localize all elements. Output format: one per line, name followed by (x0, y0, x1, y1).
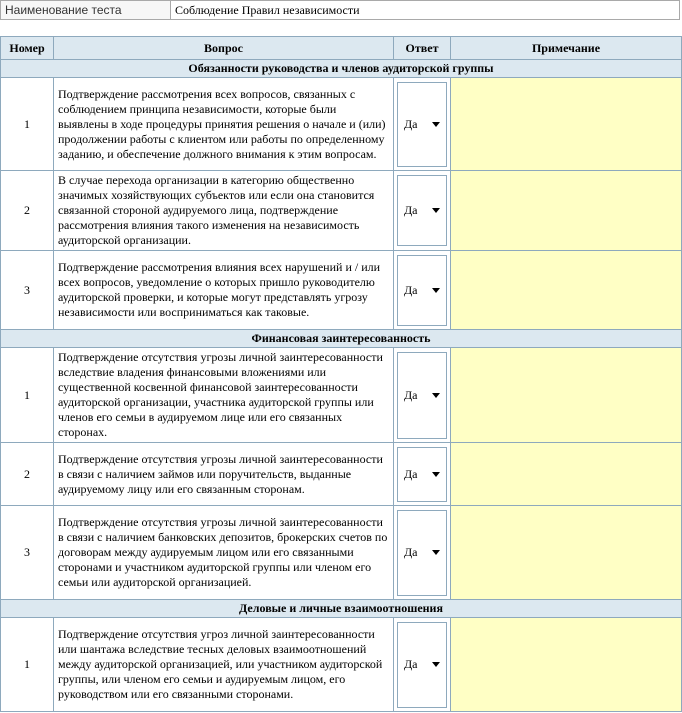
note-input[interactable] (451, 618, 682, 712)
note-input[interactable] (451, 78, 682, 171)
answer-value: Да (404, 203, 418, 217)
question-text: Подтверждение рассмотрения всех вопросов, связанных с соблюдением принципа независимости, которые были выявлены в ходе процедуры принятия решения о начале и (или) продолжении работы с клиентом или работы по определенному заданию, и обеспечение должного внимания к этим вопросам. (54, 78, 394, 171)
chevron-down-icon[interactable] (432, 208, 440, 213)
question-text: В случае перехода организации в категорию общественно значимых хозяйствующих субъектов или если она становится связанной стороной аудируемого лица, подтверждение рассмотрения влияния такого изменения на независимость аудиторской организации. (54, 171, 394, 251)
note-input[interactable] (451, 251, 682, 330)
column-header-question: Вопрос (54, 37, 394, 60)
section-row (1, 600, 682, 618)
chevron-down-icon[interactable] (432, 122, 440, 127)
section-title: Обязанности руководства и членов аудиторской группы (1, 60, 682, 78)
section-row (1, 60, 682, 78)
table-row (1, 348, 682, 443)
answer-value: Да (404, 282, 418, 297)
row-number: 1 (1, 348, 54, 443)
answer-dropdown[interactable] (397, 175, 447, 246)
question-text: Подтверждение отсутствия угроз личной заинтересованности или шантажа вследствие тесных деловых взаимоотношений между аудиторской организацией, или участником аудиторской группы, или членом его семьи и аудируемым лицом, его руководством или его связанными сторонами. (54, 618, 394, 712)
table-row (1, 251, 682, 330)
row-number: 3 (1, 251, 54, 330)
chevron-down-icon[interactable] (432, 662, 440, 667)
answer-dropdown[interactable] (397, 82, 447, 167)
table-row (1, 618, 682, 712)
chevron-down-icon[interactable] (432, 472, 440, 477)
answer-value: Да (404, 387, 418, 402)
question-text: Подтверждение рассмотрения влияния всех нарушений и / или всех вопросов, уведомление о которых пришло руководителю аудиторской проверки, и которые могут представлять угрозу независимости или восприниматься как таковые. (54, 251, 394, 330)
answer-cell (394, 443, 451, 506)
row-number: 1 (1, 78, 54, 171)
section-row (1, 330, 682, 348)
answer-value: Да (404, 657, 418, 671)
chevron-down-icon[interactable] (432, 393, 440, 398)
answer-value: Да (404, 116, 418, 131)
answer-cell (394, 251, 451, 330)
chevron-down-icon[interactable] (432, 550, 440, 555)
row-number: 1 (1, 618, 54, 712)
question-text: Подтверждение отсутствия угрозы личной заинтересованности в связи с наличием займов или поручительств, выданные аудируемому лицу или его связанным сторонам. (54, 443, 394, 506)
column-header-number: Номер (1, 37, 54, 60)
answer-value: Да (404, 545, 418, 559)
answer-cell (394, 506, 451, 600)
table-row (1, 171, 682, 251)
answer-value: Да (404, 466, 418, 481)
row-number: 2 (1, 171, 54, 251)
answer-dropdown[interactable] (397, 447, 447, 502)
answer-cell (394, 171, 451, 251)
question-text: Подтверждение отсутствия угрозы личной заинтересованности вследствие владения финансовыми вложениями или существенной косвенной финансовой заинтересованности аудиторской организации, участника аудиторской группы или членов его семьи в аудируемом лице или его связанных сторонах. (54, 348, 394, 443)
column-header-answer: Ответ (394, 37, 451, 60)
question-text: Подтверждение отсутствия угрозы личной заинтересованности в связи с наличием банковских депозитов, брокерских счетов по договорам между аудируемым лицом или его связанными сторонами и участником аудиторской группы или членом его семьи или аудиторской организацией. (54, 506, 394, 600)
row-number: 3 (1, 506, 54, 600)
chevron-down-icon[interactable] (432, 288, 440, 293)
table-row (1, 443, 682, 506)
test-name-value[interactable]: Соблюдение Правил независимости (175, 3, 360, 17)
answer-cell (394, 78, 451, 171)
column-header-note: Примечание (451, 37, 682, 60)
checklist-table (0, 36, 682, 712)
test-name-row (0, 0, 680, 20)
section-title: Деловые и личные взаимоотношения (1, 600, 682, 618)
table-row (1, 506, 682, 600)
note-input[interactable] (451, 348, 682, 443)
answer-dropdown[interactable] (397, 352, 447, 439)
table-header-row (1, 37, 682, 60)
answer-dropdown[interactable] (397, 255, 447, 326)
note-input[interactable] (451, 443, 682, 506)
note-input[interactable] (451, 171, 682, 251)
note-input[interactable] (451, 506, 682, 600)
test-name-label: Наименование теста (1, 1, 171, 19)
table-row (1, 78, 682, 171)
section-title: Финансовая заинтересованность (1, 330, 682, 348)
answer-cell (394, 618, 451, 712)
answer-dropdown[interactable] (397, 622, 447, 708)
row-number: 2 (1, 443, 54, 506)
answer-cell (394, 348, 451, 443)
answer-dropdown[interactable] (397, 510, 447, 596)
